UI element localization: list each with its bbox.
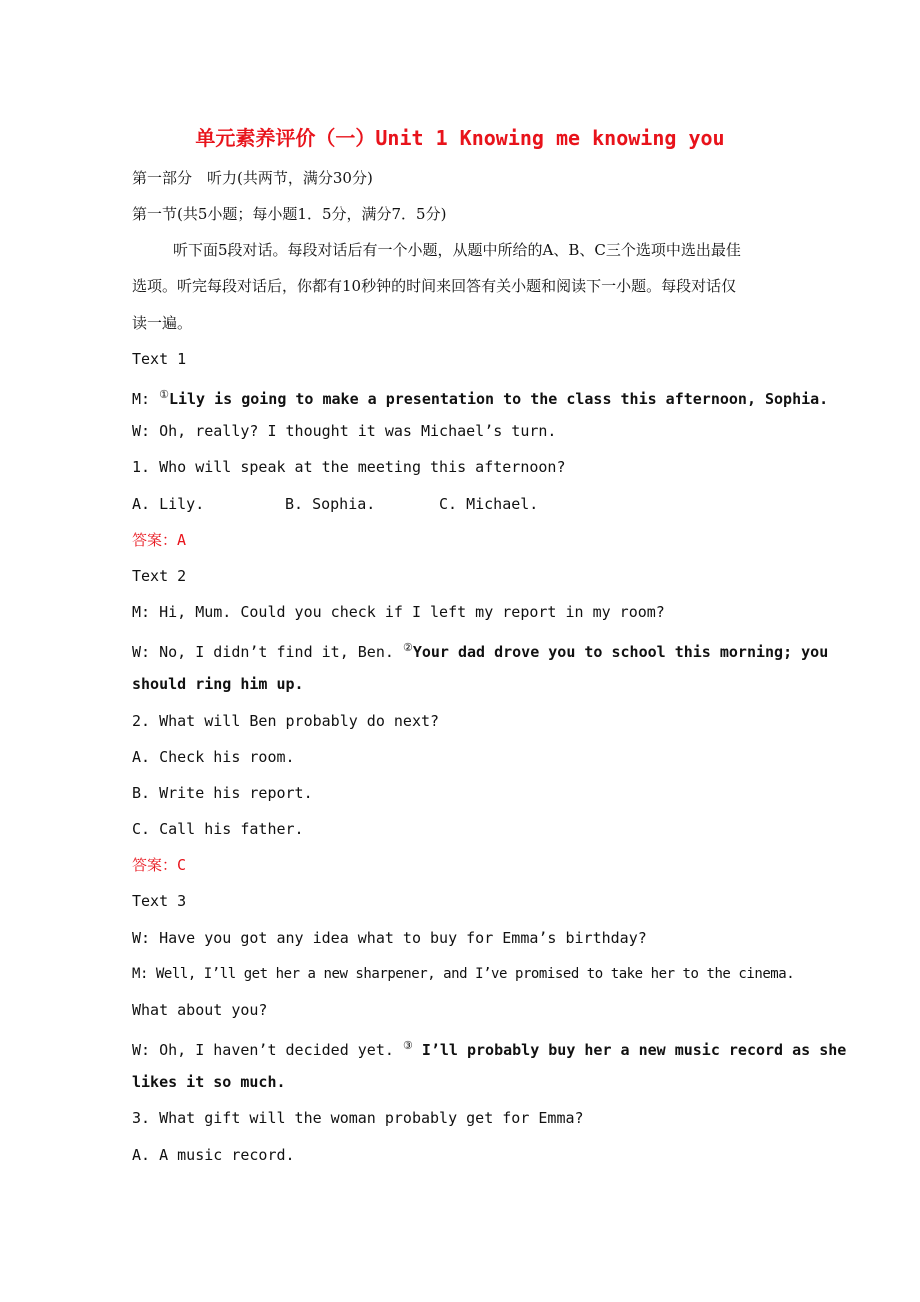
key-sentence: Lily is going to make a presentation to the class this afternoon, Sophia. (168, 390, 829, 408)
key-sentence: Your dad drove you to school this morning; you (412, 643, 829, 661)
options-row (132, 494, 552, 514)
option: B. Sophia. (285, 495, 376, 513)
text-label: Text 3 (132, 892, 187, 910)
answer (132, 855, 186, 875)
note-marker: ① (159, 388, 169, 401)
note-marker: ③ (402, 1039, 413, 1052)
page-title: 单元素养评价（一）Unit 1 Knowing me knowing you (195, 126, 725, 150)
speaker-prefix: W: Oh, I haven’t decided yet. (132, 1041, 403, 1059)
option: A. Check his room. (132, 748, 295, 766)
dialogue-line (132, 638, 828, 662)
key-sentence-cont: should ring him up. (132, 675, 304, 693)
note-marker: ② (402, 641, 413, 654)
instructions-line-3: 读一遍。 (132, 314, 193, 332)
dialogue-line: M: Well, I’ll get her a new sharpener, and I’ve promised to take her to the cinema. (132, 966, 795, 982)
option: B. Write his report. (132, 784, 313, 802)
answer-value: A (177, 531, 187, 549)
text-label: Text 1 (132, 350, 187, 368)
key-sentence-cont: likes it so much. (132, 1073, 286, 1091)
answer-label: 答案： (132, 531, 178, 549)
part-heading: 第一部分 听力(共两节，满分30分) (132, 169, 373, 187)
dialogue-line (132, 385, 828, 409)
option: C. Michael. (439, 495, 539, 513)
dialogue-line (132, 1036, 846, 1060)
option: C. Call his father. (132, 820, 304, 838)
dialogue-line: W: Have you got any idea what to buy for Emma’s birthday? (132, 929, 647, 947)
instructions-line-1: 听下面5段对话。每段对话后有一个小题，从题中所给的A、B、C三个选项中选出最佳 (173, 241, 741, 259)
key-sentence: I’ll probably buy her a new music record as she (412, 1041, 847, 1059)
dialogue-line-cont: What about you? (132, 1001, 268, 1019)
dialogue-line: W: Oh, really? I thought it was Michael’s turn. (132, 422, 557, 440)
section-heading: 第一节(共5小题；每小题1．5分，满分7．5分) (132, 205, 447, 223)
answer-label: 答案： (132, 856, 178, 874)
speaker-prefix: W: No, I didn’t find it, Ben. (132, 643, 403, 661)
question: 2. What will Ben probably do next? (132, 712, 440, 730)
instructions-line-2: 选项。听完每段对话后，你都有10秒钟的时间来回答有关小题和阅读下一小题。每段对话仅 (132, 277, 737, 295)
answer-value: C (177, 856, 187, 874)
text-label: Text 2 (132, 567, 187, 585)
question: 3. What gift will the woman probably get for Emma? (132, 1109, 584, 1127)
speaker-prefix: M: (132, 390, 160, 408)
dialogue-line: M: Hi, Mum. Could you check if I left my report in my room? (132, 603, 665, 621)
question: 1. Who will speak at the meeting this afternoon? (132, 458, 566, 476)
answer (132, 530, 186, 550)
option: A. A music record. (132, 1146, 295, 1164)
option: A. Lily. (132, 495, 205, 513)
